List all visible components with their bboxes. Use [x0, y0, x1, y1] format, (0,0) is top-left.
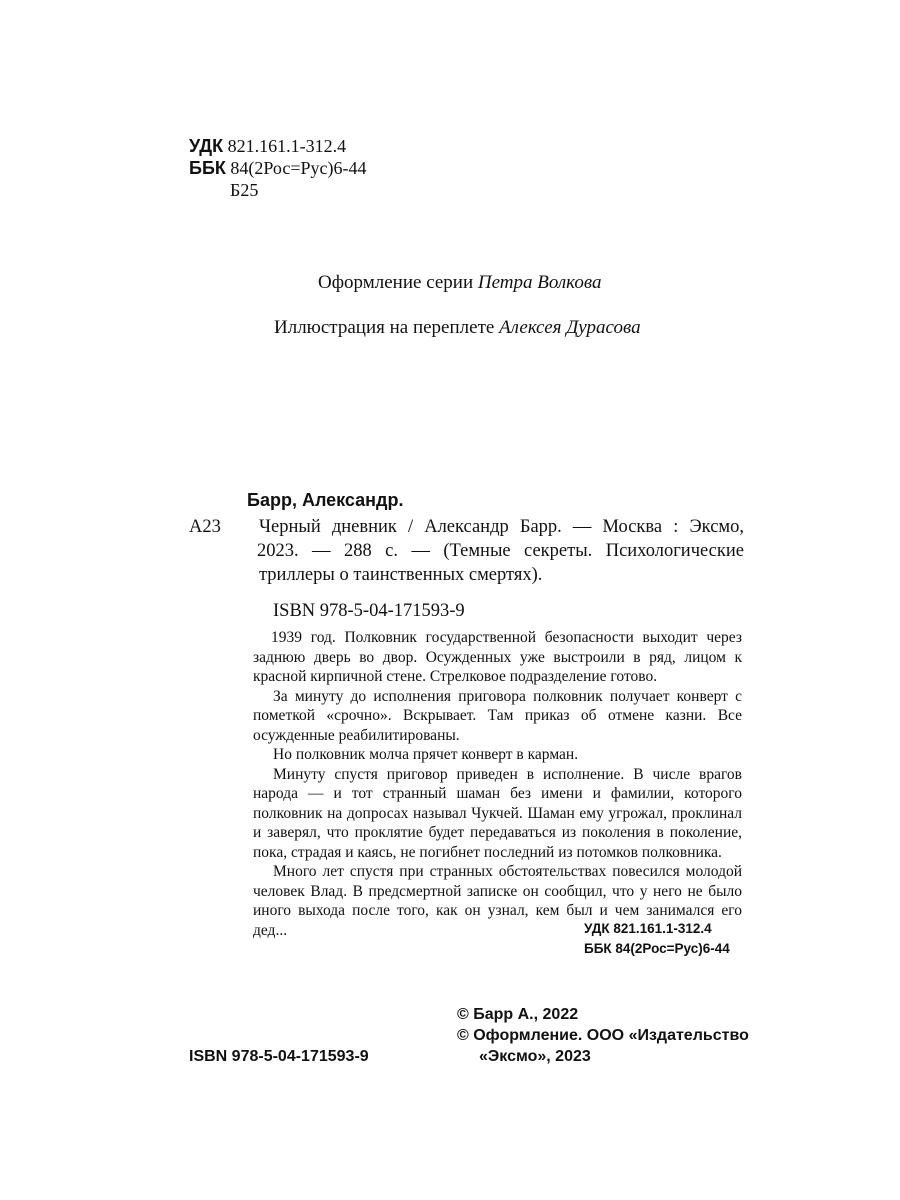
annotation-paragraph: За минуту до исполнения приговора полковник получает конверт с пометкой «срочно». Вскрывает. Там приказ об отмене казни. Все осужденные реабилитированы.	[253, 687, 742, 744]
bottom-udk: УДК 821.161.1-312.4	[584, 921, 712, 936]
index-code: А23	[189, 517, 221, 537]
udk-value: 821.161.1-312.4	[227, 136, 347, 156]
catalog-card	[189, 488, 744, 623]
series-design-credit	[318, 271, 601, 295]
author-heading: Барр, Александр.	[247, 490, 404, 510]
copyright-design: © Оформление. ООО «Издательство	[457, 1027, 749, 1044]
cover-illustration-credit	[274, 316, 641, 340]
series-design-prefix: Оформление серии	[318, 272, 474, 293]
bbk-value: 84(2Рос=Рус)6-44	[230, 158, 367, 178]
annotation-paragraph: Но полковник молча прячет конверт в карман.	[273, 746, 579, 763]
bottom-classification	[584, 919, 730, 959]
copyright-design-continued: «Эксмо», 2023	[479, 1048, 591, 1065]
cover-illustrator-name: Алексея Дурасова	[499, 317, 641, 338]
bbk-label: ББК	[189, 158, 226, 178]
catalog-isbn: ISBN 978-5-04-171593-9	[273, 601, 465, 621]
annotation-paragraph: Минуту спустя приговор приведен в исполнение. В числе врагов народа — и тот странный шаман без имени и фамилии, которого полковник на допросах называл Чукчей. Шаман ему угрожал, проклинал и заверял, что проклятие будет передаваться из поколения в поколение, пока, страдая и каясь, не погибнет последний из потомков полковника.	[253, 765, 742, 861]
cover-illustration-prefix: Иллюстрация на переплете	[274, 317, 495, 338]
udk-label: УДК	[189, 136, 224, 156]
classification-block	[189, 135, 449, 201]
description-line: триллеры о таинственных смертях).	[259, 565, 543, 585]
copyright-block	[457, 1004, 749, 1067]
series-designer-name: Петра Волкова	[477, 272, 602, 293]
annotation	[253, 628, 742, 940]
udk-line	[189, 135, 449, 157]
description-line: Черный дневник / Александр Барр. — Москва : Эксмо,	[259, 517, 744, 537]
annotation-paragraph: 1939 год. Полковник государственной безопасности выходит через заднюю дверь во двор. Осужденных уже выстроили в ряд, лицом к красной кирпичной стене. Стрелковое подразделение готово.	[253, 629, 742, 685]
bbk-line	[189, 157, 449, 179]
footer-isbn: ISBN 978-5-04-171593-9	[189, 1048, 369, 1065]
copyright-author: © Барр А., 2022	[457, 1006, 579, 1023]
bottom-bbk: ББК 84(2Рос=Рус)6-44	[584, 941, 730, 956]
annotation-paragraph: Много лет спустя при странных обстоятельствах повесился молодой человек Влад. В предсмертной записке он сообщил, что у него не было иного выхода после того, как он узнал, кем был и чем занимался его дед...	[253, 863, 742, 939]
author-mark: Б25	[230, 180, 259, 200]
description-line: 2023. — 288 с. — (Темные секреты. Психологические	[257, 541, 744, 561]
catalog-description	[189, 515, 744, 587]
